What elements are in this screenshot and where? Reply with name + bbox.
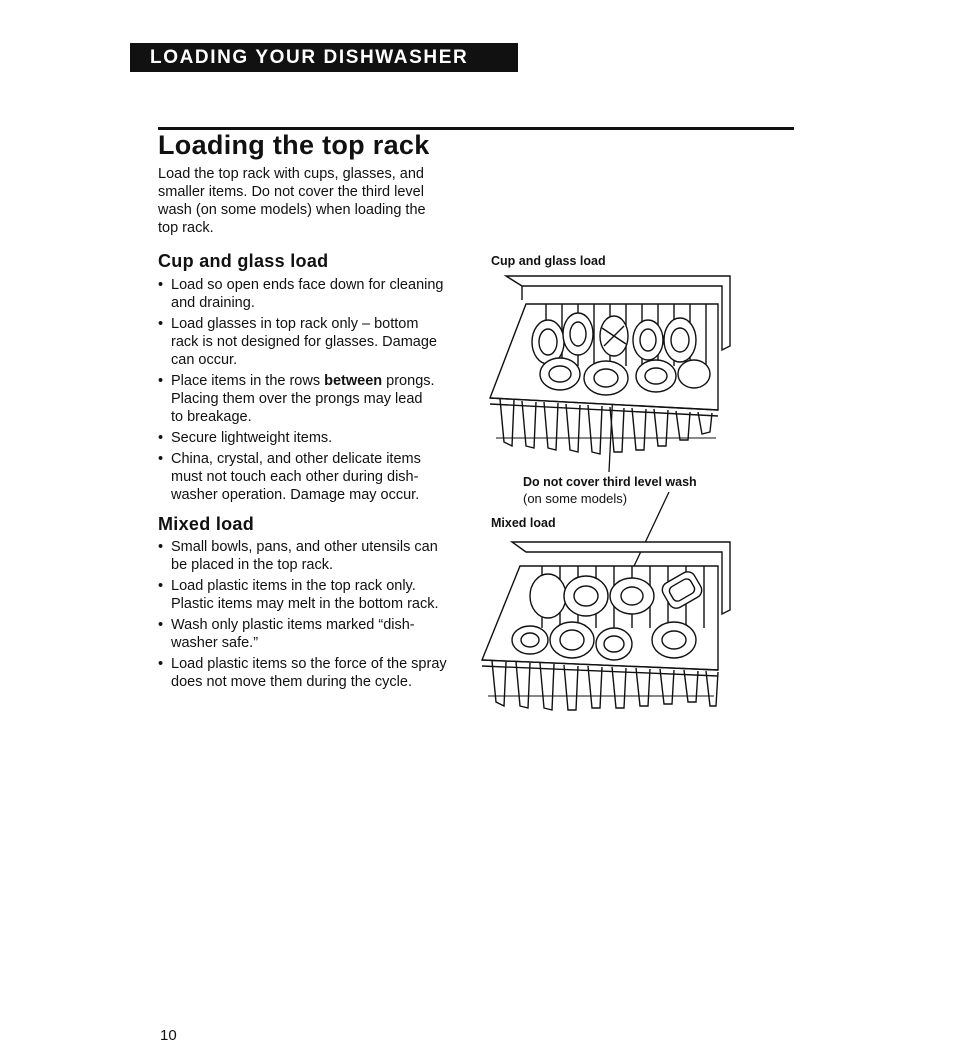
figure-label-cup-glass: Cup and glass load (491, 254, 606, 268)
list-item: • Load plastic items in the top rack only. Plastic items may melt in the bottom rack. (158, 578, 439, 612)
intro-line: smaller items. Do not cover the third level (158, 184, 424, 200)
cup-glass-rack-illustration (486, 270, 734, 460)
intro-line: Load the top rack with cups, glasses, and (158, 166, 424, 182)
figure-callout: Do not cover third level wash (523, 475, 697, 489)
list-item: • Load plastic items so the force of the spray does not move them during the cycle. (158, 656, 447, 690)
figure-callout-note: (on some models) (523, 491, 628, 506)
mixed-load-rack-illustration (478, 536, 734, 714)
list-item: • Load so open ends face down for cleaning and draining. (158, 277, 444, 311)
intro-paragraph (158, 165, 458, 237)
emphasis-between: between (324, 373, 383, 389)
intro-line: top rack. (158, 220, 214, 236)
mixed-load-list (158, 538, 468, 694)
list-item: • Wash only plastic items marked “dish- washer safe.” (158, 617, 415, 651)
intro-line: wash (on some models) when loading the (158, 202, 426, 218)
page-title: Loading the top rack (158, 130, 430, 160)
page-number: 10 (160, 1027, 177, 1044)
list-item: • Small bowls, pans, and other utensils can be placed in the top rack. (158, 539, 438, 573)
cup-glass-heading: Cup and glass load (158, 251, 329, 271)
list-item: • Secure lightweight items. (158, 430, 333, 446)
section-banner: LOADING YOUR DISHWASHER (130, 43, 518, 72)
cup-glass-list (158, 276, 468, 507)
list-item: • Load glasses in top rack only – bottom rack is not designed for glasses. Damage can occur. (158, 316, 437, 368)
list-item: • Place items in the rows between prongs. Placing them over the prongs may lead to breakage. (158, 373, 435, 425)
figure-label-mixed: Mixed load (491, 516, 556, 530)
mixed-load-heading: Mixed load (158, 514, 255, 534)
list-item: • China, crystal, and other delicate items must not touch each other during dish- washer operation. Damage may occur. (158, 451, 421, 503)
